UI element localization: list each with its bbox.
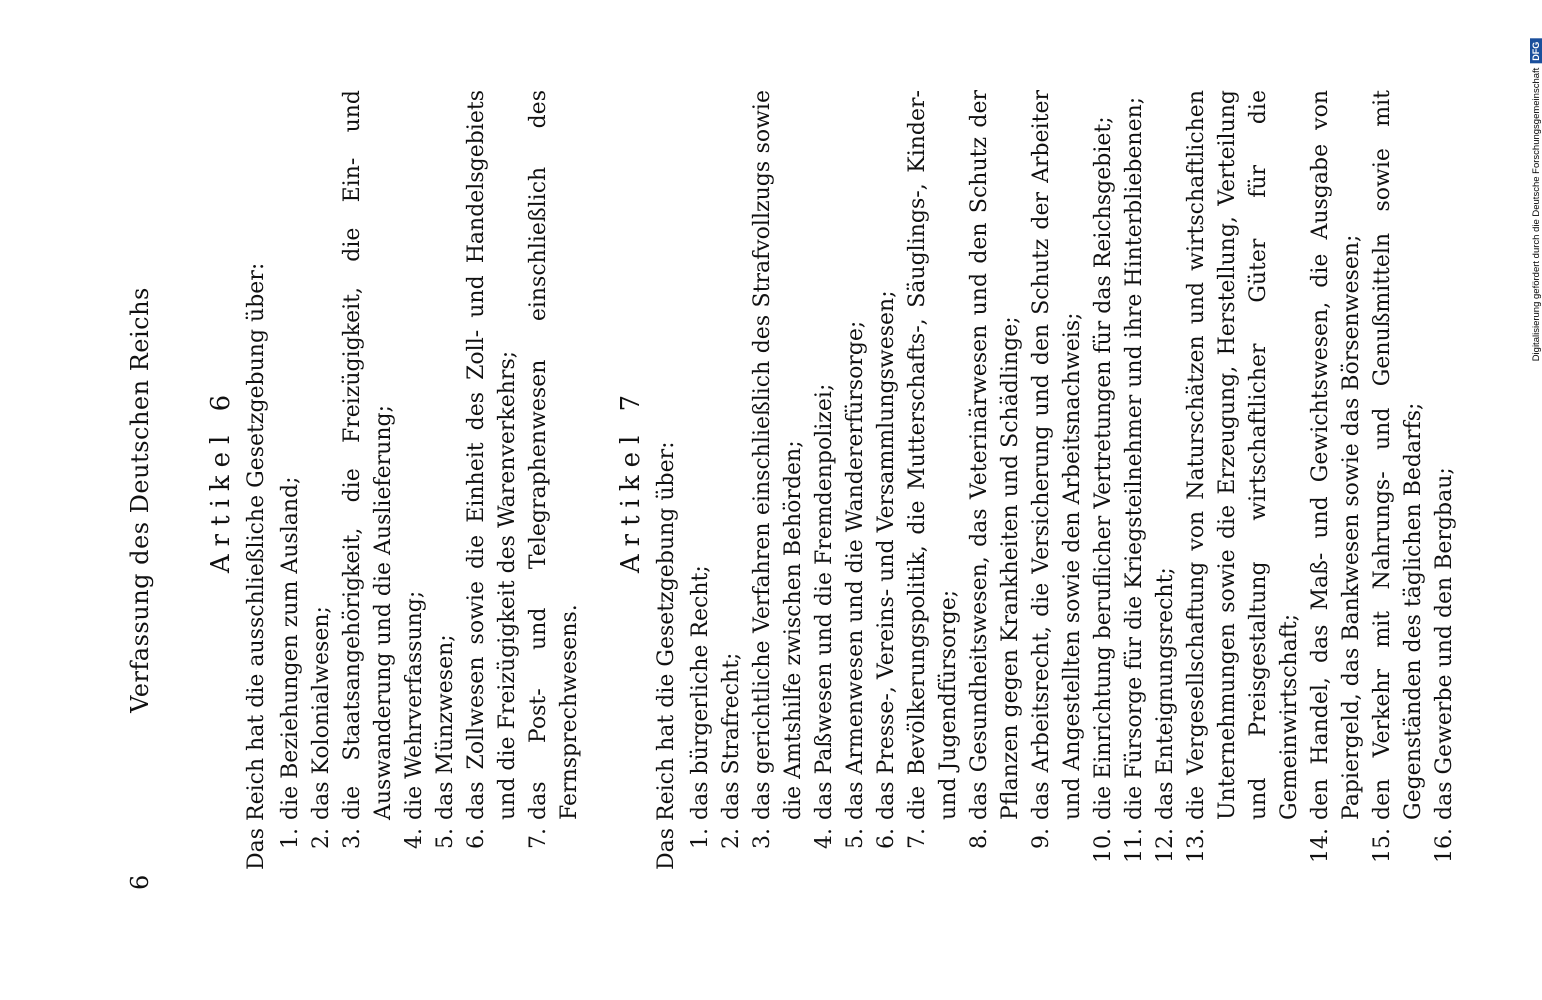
article-7-list: [685, 90, 1460, 870]
item-number: 7.: [905, 828, 930, 849]
running-title: Verfassung des Deutschen Reichs: [126, 287, 154, 713]
item-text: das Post- und Telegraphenwesen einschließlich des Fernsprechwesens.: [526, 90, 582, 820]
list-item: [461, 90, 523, 870]
list-item: [1181, 90, 1305, 870]
item-number: 8.: [967, 828, 992, 849]
item-text: die Bevölkerungspolitik, die Mutterschafts-, Säuglings-, Kinder- und Jugendfürsorge;: [905, 90, 961, 820]
item-text: das Zollwesen sowie die Einheit des Zoll- und Handelsgebiets und die Freizügigkeit des Warenverkehrs;: [464, 90, 520, 820]
item-number: 6.: [874, 828, 899, 849]
item-text: das Strafrecht;: [719, 652, 744, 820]
item-text: das Gesundheitswesen, das Veterinärwesen und den Schutz der Pflanzen gegen Krankheiten und Schädlinge;: [967, 90, 1023, 820]
item-text: das Gewerbe und den Bergbau;: [1432, 467, 1457, 820]
item-text: das Münzwesen;: [433, 634, 458, 820]
item-number: 3.: [750, 828, 775, 849]
item-text: den Verkehr mit Nahrungs- und Genußmitteln sowie mit Gegenständen des täglichen Bedarfs;: [1370, 90, 1426, 820]
document-page: [56, 60, 1486, 940]
page-number: 6: [126, 874, 154, 890]
item-number: 12.: [1153, 828, 1178, 863]
list-item: [871, 90, 902, 870]
item-text: das gerichtliche Verfahren einschließlich des Strafvollzugs sowie die Amtshilfe zwischen Behörden;: [750, 90, 806, 820]
list-item: [399, 90, 430, 870]
item-number: 15.: [1370, 828, 1395, 863]
item-number: 1.: [278, 828, 303, 849]
item-text: das Kolonialwesen;: [309, 606, 334, 820]
item-text: das Armenwesen und die Wandererfürsorge;: [843, 320, 868, 820]
item-text: die Beziehungen zum Ausland;: [278, 476, 303, 820]
item-text: die Staatsangehörigkeit, die Freizügigkeit, die Ein- und Auswanderung und die Auslieferung;: [340, 90, 396, 820]
item-text: das Presse-, Vereins- und Versammlungswesen;: [874, 290, 899, 820]
article-intro: Das Reich hat die Gesetzgebung über:: [654, 441, 679, 870]
item-number: 4.: [402, 828, 427, 849]
list-item: [306, 90, 337, 870]
item-number: 1.: [688, 828, 713, 849]
article-6-list: [275, 90, 585, 870]
article-intro: Das Reich hat die ausschließliche Gesetzgebung über:: [244, 262, 269, 870]
list-item: [1119, 90, 1150, 870]
item-text: die Vergesellschaftung von Naturschätzen und wirtschaftlichen Unternehmungen sowie die Erzeugung, Herstellung, Verteilung und Preisgestaltung wirtschaftlicher Güter für die Gemeinwirtschaft;: [1184, 90, 1302, 820]
item-text: das bürgerliche Recht;: [688, 565, 713, 820]
article-heading: Artikel 7: [616, 386, 646, 574]
list-item: [430, 90, 461, 870]
item-text: die Fürsorge für die Kriegsteilnehmer und ihre Hinterbliebenen;: [1122, 96, 1147, 820]
article-heading: Artikel 6: [206, 386, 236, 574]
article-6: [206, 90, 585, 870]
item-number: 16.: [1432, 828, 1457, 863]
list-item: [275, 90, 306, 870]
list-item: [716, 90, 747, 870]
item-number: 5.: [843, 828, 868, 849]
list-item: [747, 90, 809, 870]
list-item: [1429, 90, 1460, 870]
item-number: 13.: [1184, 828, 1209, 863]
list-item: [337, 90, 399, 870]
item-number: 6.: [464, 828, 489, 849]
item-number: 10.: [1091, 828, 1116, 863]
list-item: [523, 90, 585, 870]
list-item: [1367, 90, 1429, 870]
list-item: [964, 90, 1026, 870]
item-number: 9.: [1029, 828, 1054, 849]
item-number: 3.: [340, 828, 365, 849]
item-text: die Einrichtung beruflicher Vertretungen für das Reichsgebiet;: [1091, 116, 1116, 820]
item-number: 2.: [719, 828, 744, 849]
list-item: [1026, 90, 1088, 870]
article-7: [616, 90, 1460, 870]
item-number: 2.: [309, 828, 334, 849]
item-text: den Handel, das Maß- und Gewichtswesen, die Ausgabe von Papiergeld, das Bankwesen sowie das Börsenwesen;: [1308, 90, 1364, 820]
list-item: [1150, 90, 1181, 870]
digitization-credit: [1527, 4, 1542, 396]
list-item: [1305, 90, 1367, 870]
page-header: [126, 60, 166, 940]
list-item: [809, 90, 840, 870]
item-text: das Enteignungsrecht;: [1153, 567, 1178, 820]
item-text: das Arbeitsrecht, die Versicherung und den Schutz der Arbeiter und Angestellten sowie den Arbeitsnachweis;: [1029, 90, 1085, 820]
item-number: 11.: [1122, 828, 1147, 863]
item-text: die Wehrverfassung;: [402, 590, 427, 820]
list-item: [840, 90, 871, 870]
item-number: 5.: [433, 828, 458, 849]
list-item: [1088, 90, 1119, 870]
list-item: [902, 90, 964, 870]
item-text: das Paßwesen und die Fremdenpolizei;: [812, 383, 837, 820]
item-number: 4.: [812, 828, 837, 849]
credit-text: Digitalisierung gefördert durch die Deutsche Forschungsgemeinschaft: [1530, 67, 1542, 362]
item-number: 7.: [526, 828, 551, 849]
item-number: 14.: [1308, 828, 1333, 863]
list-item: [685, 90, 716, 870]
dfg-logo-icon: DFG: [1530, 39, 1542, 64]
